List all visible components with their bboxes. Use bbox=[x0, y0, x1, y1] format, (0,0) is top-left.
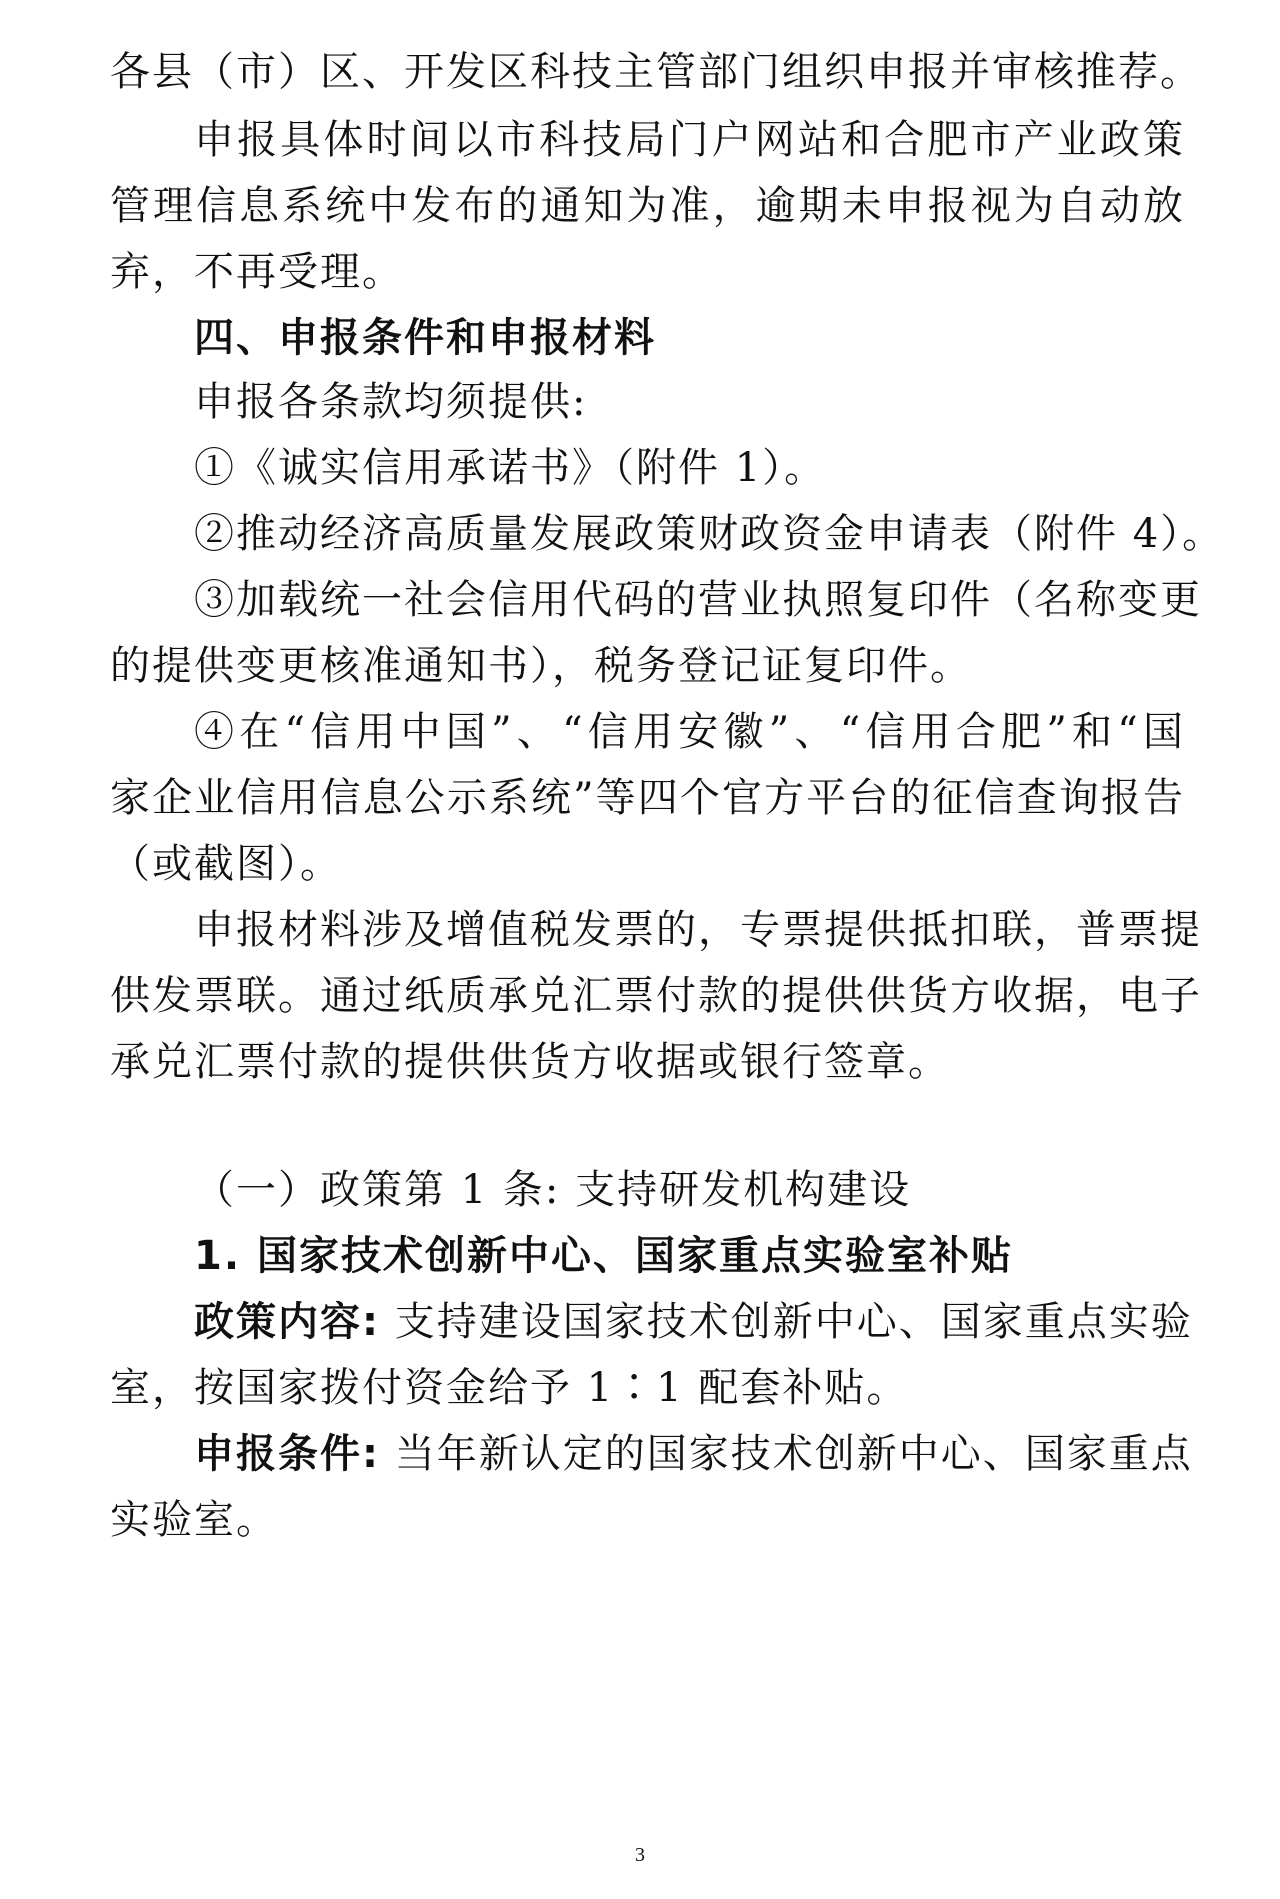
list-item: ④在“信用中国”、“信用安徽”、“信用合肥”和“国 bbox=[194, 709, 1185, 755]
item-heading: 1. 国家技术创新中心、国家重点实验室补贴 bbox=[194, 1233, 1013, 1279]
policy-content-text: 支持建设国家技术创新中心、国家重点实验 bbox=[380, 1299, 1193, 1345]
list-item: ③加载统一社会信用代码的营业执照复印件（名称变更 bbox=[194, 577, 1202, 623]
page-number: 3 bbox=[635, 1844, 645, 1866]
list-item-continuation: 的提供变更核准通知书），税务登记证复印件。 bbox=[110, 643, 972, 689]
paragraph-line: 管理信息系统中发布的通知为准，逾期未申报视为自动放 bbox=[110, 183, 1185, 229]
paragraph-line: 各县（市）区、开发区科技主管部门组织申报并审核推荐。 bbox=[110, 49, 1202, 95]
policy-content-continuation: 室，按国家拨付资金给予 1∶1 配套补贴。 bbox=[110, 1365, 909, 1411]
policy-content-label: 政策内容: bbox=[194, 1299, 380, 1345]
section-heading: 四、申报条件和申报材料 bbox=[194, 315, 656, 361]
paragraph-line: 申报具体时间以市科技局门户网站和合肥市产业政策 bbox=[194, 117, 1185, 163]
paragraph-line: 申报材料涉及增值税发票的，专票提供抵扣联，普票提 bbox=[194, 907, 1202, 953]
paragraph-line: 弃，不再受理。 bbox=[110, 249, 404, 295]
subsection-heading: （一）政策第 1 条: 支持研发机构建设 bbox=[194, 1167, 912, 1213]
paragraph-line: 供发票联。通过纸质承兑汇票付款的提供供货方收据，电子 bbox=[110, 973, 1202, 1019]
list-item: ②推动经济高质量发展政策财政资金申请表（附件 4）。 bbox=[194, 511, 1225, 557]
policy-condition-continuation: 实验室。 bbox=[110, 1497, 278, 1543]
paragraph-line: 申报各条款均须提供: bbox=[194, 379, 588, 425]
list-item: ①《诚实信用承诺书》（附件 1）。 bbox=[194, 445, 827, 491]
list-item-continuation: 家企业信用信息公示系统”等四个官方平台的征信查询报告 bbox=[110, 775, 1185, 821]
policy-condition-label: 申报条件: bbox=[194, 1431, 380, 1477]
paragraph-line: 承兑汇票付款的提供供货方收据或银行签章。 bbox=[110, 1039, 950, 1085]
policy-condition-text: 当年新认定的国家技术创新中心、国家重点 bbox=[380, 1431, 1193, 1477]
list-item-continuation: （或截图）。 bbox=[110, 841, 342, 887]
